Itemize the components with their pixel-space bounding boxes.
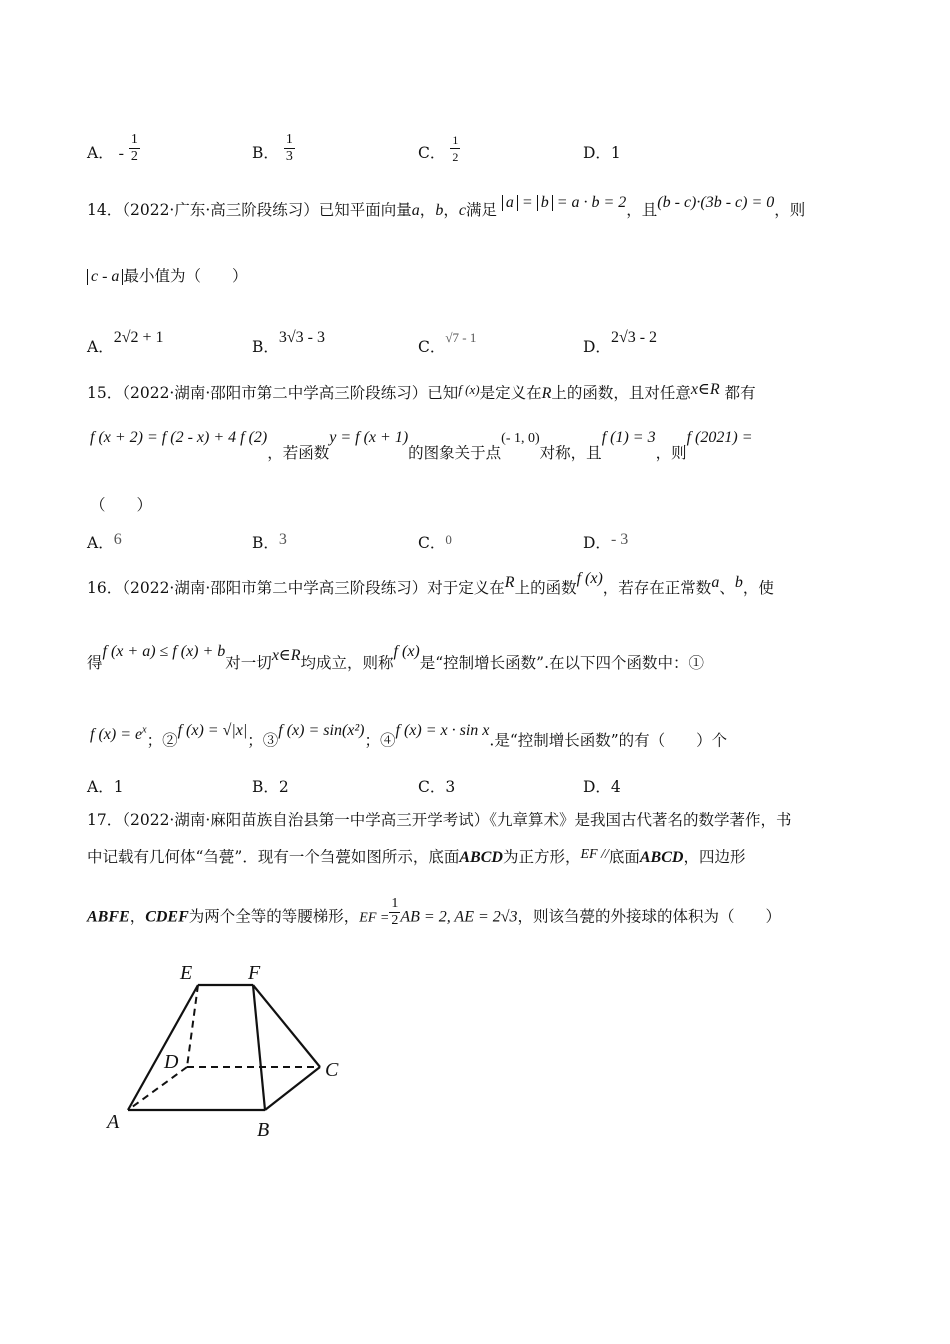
- option-label: A．: [87, 534, 114, 552]
- q15-option-a[interactable]: [87, 531, 122, 553]
- q16-option-d[interactable]: D．4: [583, 778, 621, 796]
- option-value: √7 - 1: [445, 330, 477, 345]
- math-CDEF: CDEF: [145, 908, 189, 926]
- math-x-in-R: x∈R: [690, 381, 720, 398]
- q15-option-b[interactable]: [252, 531, 287, 553]
- q16-line2: [87, 643, 705, 674]
- function-3: f (x) = sin(x²): [278, 722, 365, 740]
- q14-option-d[interactable]: [583, 329, 658, 357]
- option-value: 3√3 - 3: [278, 329, 325, 346]
- abs-b: b: [537, 195, 553, 211]
- question-number: 15．: [87, 384, 123, 402]
- text: ，若函数: [267, 444, 330, 462]
- edge-BC: [265, 1067, 320, 1110]
- q16-option-a[interactable]: A．1: [87, 778, 124, 796]
- text: ，四边形: [683, 848, 746, 866]
- condition-1: a = b = a · b = 2: [502, 194, 626, 211]
- math-function: y = f (x + 1): [329, 429, 409, 446]
- text: 的图象关于点: [408, 444, 502, 462]
- q17-line2: [87, 847, 745, 869]
- text: 为正方形，: [502, 848, 581, 866]
- option-label: B．: [252, 338, 279, 356]
- text: ；②: [146, 731, 178, 750]
- math-fx: f (x): [576, 570, 603, 587]
- option-label: B．: [252, 534, 279, 552]
- fraction: $\frac{1}{2}$: [452, 132, 459, 164]
- edge-FC: [253, 985, 320, 1067]
- q13-option-c[interactable]: [418, 132, 460, 165]
- q14-option-a[interactable]: [87, 329, 164, 357]
- label-A: A: [107, 1111, 120, 1133]
- text: ，使: [742, 579, 774, 597]
- abs-c-minus-a: c - a: [87, 269, 123, 285]
- option-label: A．: [87, 144, 114, 162]
- q17-line1: [87, 810, 792, 830]
- label-C: C: [325, 1059, 339, 1081]
- question-text: .是“控制增长函数”的有（ ）个: [489, 731, 728, 750]
- text: 、: [719, 579, 735, 597]
- text: ；④: [364, 731, 396, 750]
- edge-DA-hidden: [128, 1067, 187, 1110]
- option-label: C．: [418, 144, 446, 162]
- math-AB-AE: AB = 2, AE = 2√3: [400, 908, 518, 926]
- question-number: 17．: [87, 811, 123, 829]
- math-point: (- 1, 0): [501, 431, 540, 446]
- math-inequality: f (x + a) ≤ f (x) + b: [102, 643, 226, 660]
- math-a: a: [711, 574, 720, 591]
- option-value: 2√3 - 2: [610, 329, 658, 346]
- text: 中记载有几何体“刍甍”．现有一个刍甍如图所示，底面: [87, 848, 460, 866]
- question-text: （2022·湖南·麻阳苗族自治县第一中学高三开学考试）《九章算术》是我国古代著名的数学著作，书: [122, 811, 792, 829]
- q17-line3: [87, 896, 782, 929]
- text: 为两个全等的等腰梯形，: [188, 907, 360, 926]
- q15-line1: [87, 383, 756, 404]
- text: 得: [87, 654, 103, 672]
- text: ，若存在正常数: [602, 579, 712, 597]
- option-label: D．: [583, 534, 611, 552]
- fraction: $\frac{1}{3}$: [285, 131, 293, 164]
- text: 均成立，则称: [300, 654, 394, 672]
- option-value: 0: [445, 532, 452, 547]
- function-1: [90, 726, 147, 743]
- math-R: R: [504, 574, 515, 591]
- q16-line1: [87, 570, 774, 599]
- option-label: D．: [583, 338, 611, 356]
- q15-option-c[interactable]: [418, 531, 452, 553]
- label-E: E: [180, 962, 193, 984]
- question-text: 最小值为（ ）: [123, 267, 248, 285]
- function-2: f (x) = √|x|: [177, 722, 248, 740]
- text: 是定义在: [479, 384, 542, 402]
- label-B: B: [257, 1119, 270, 1141]
- text: 上的函数，且对任意: [551, 384, 691, 402]
- fraction-half: $\frac{1}{2}$: [391, 896, 399, 928]
- math-ABCD: ABCD: [459, 849, 503, 866]
- function-1-body: f (x) = e: [90, 726, 143, 744]
- math-EF-parallel: EF //: [580, 847, 609, 862]
- math-x-in-R: x∈R: [271, 647, 301, 664]
- q14-line2: [87, 266, 247, 286]
- option-label: B．: [252, 144, 279, 162]
- math-fx: f (x): [458, 382, 480, 397]
- text: 对一切: [225, 654, 272, 672]
- vector-c: c: [458, 202, 466, 219]
- text: 底面: [608, 848, 640, 866]
- condition-1-rest: = a · b = 2: [556, 194, 627, 211]
- option-value: 6: [113, 531, 122, 548]
- text: 都有: [724, 384, 756, 402]
- edge-FB: [253, 985, 265, 1110]
- fraction: $\frac{1}{2}$: [130, 131, 138, 164]
- option-label: A．: [87, 338, 114, 356]
- option-label: C．: [418, 534, 446, 552]
- label-F: F: [248, 962, 261, 984]
- math-b: b: [734, 574, 743, 591]
- q14-line1: [87, 194, 806, 221]
- exponent: x: [142, 725, 147, 736]
- text: 满足: [465, 201, 497, 219]
- edge-EA: [128, 985, 198, 1110]
- math-R: R: [541, 385, 552, 402]
- text: ，且: [626, 201, 658, 219]
- question-number: 16．: [87, 579, 123, 597]
- q13-option-a[interactable]: [87, 131, 140, 165]
- question-source: （2022·湖南·邵阳市第二中学高三阶段练习）已知: [122, 384, 459, 402]
- q16-option-c[interactable]: C．3: [418, 778, 456, 796]
- question-text: ，则该刍甍的外接球的体积为（ ）: [517, 907, 782, 926]
- option-label: C．: [418, 338, 446, 356]
- math-fx: f (x): [393, 643, 420, 660]
- answer-blank: （ ）: [90, 496, 153, 514]
- edge-ED-hidden: [187, 985, 198, 1067]
- math-ABFE: ABFE: [87, 908, 130, 926]
- q13-option-d[interactable]: D．1: [583, 144, 621, 162]
- frustum-figure: [100, 955, 360, 1145]
- q14-option-b[interactable]: [252, 329, 325, 357]
- math-equation: f (x + 2) = f (2 - x) + 4 f (2): [90, 429, 268, 446]
- q13-option-b[interactable]: [252, 131, 295, 165]
- option-value: - 3: [610, 531, 629, 548]
- math-condition: f (1) = 3: [601, 429, 656, 446]
- q16-option-b[interactable]: B．2: [252, 778, 289, 796]
- function-4: f (x) = x · sin x: [395, 722, 490, 740]
- question-source: （2022·广东·高三阶段练习）已知平面向量: [122, 201, 412, 219]
- minus-sign: -: [118, 145, 124, 162]
- text: ；③: [247, 731, 279, 750]
- question-source: （2022·湖南·邵阳市第二中学高三阶段练习）对于定义在: [122, 579, 505, 597]
- vector-a: a: [411, 202, 420, 219]
- math-target: f (2021) =: [686, 429, 753, 446]
- separator: ，: [419, 201, 436, 219]
- math-EF-eq: EF =: [359, 910, 390, 926]
- text: 是“控制增长函数”.在以下四个函数中：①: [419, 654, 705, 672]
- q14-option-c[interactable]: [418, 330, 477, 357]
- q15-option-d[interactable]: [583, 531, 628, 553]
- separator: ，: [443, 201, 459, 219]
- text: 对称，且: [539, 444, 602, 462]
- math-ABCD: ABCD: [639, 849, 684, 866]
- abs-a: a: [502, 195, 518, 211]
- text: 上的函数: [514, 579, 577, 597]
- text: ，: [129, 907, 146, 926]
- q16-line3: [90, 722, 728, 751]
- question-number: 14．: [87, 201, 123, 219]
- option-value: 2√2 + 1: [113, 329, 164, 346]
- q15-line2: [90, 429, 753, 462]
- condition-2: (b - c)·(3b - c) = 0: [657, 194, 775, 211]
- label-D: D: [164, 1051, 179, 1073]
- text: ，则: [774, 201, 806, 219]
- option-value: 3: [278, 531, 287, 548]
- vector-b: b: [435, 202, 444, 219]
- text: ，则: [655, 444, 687, 462]
